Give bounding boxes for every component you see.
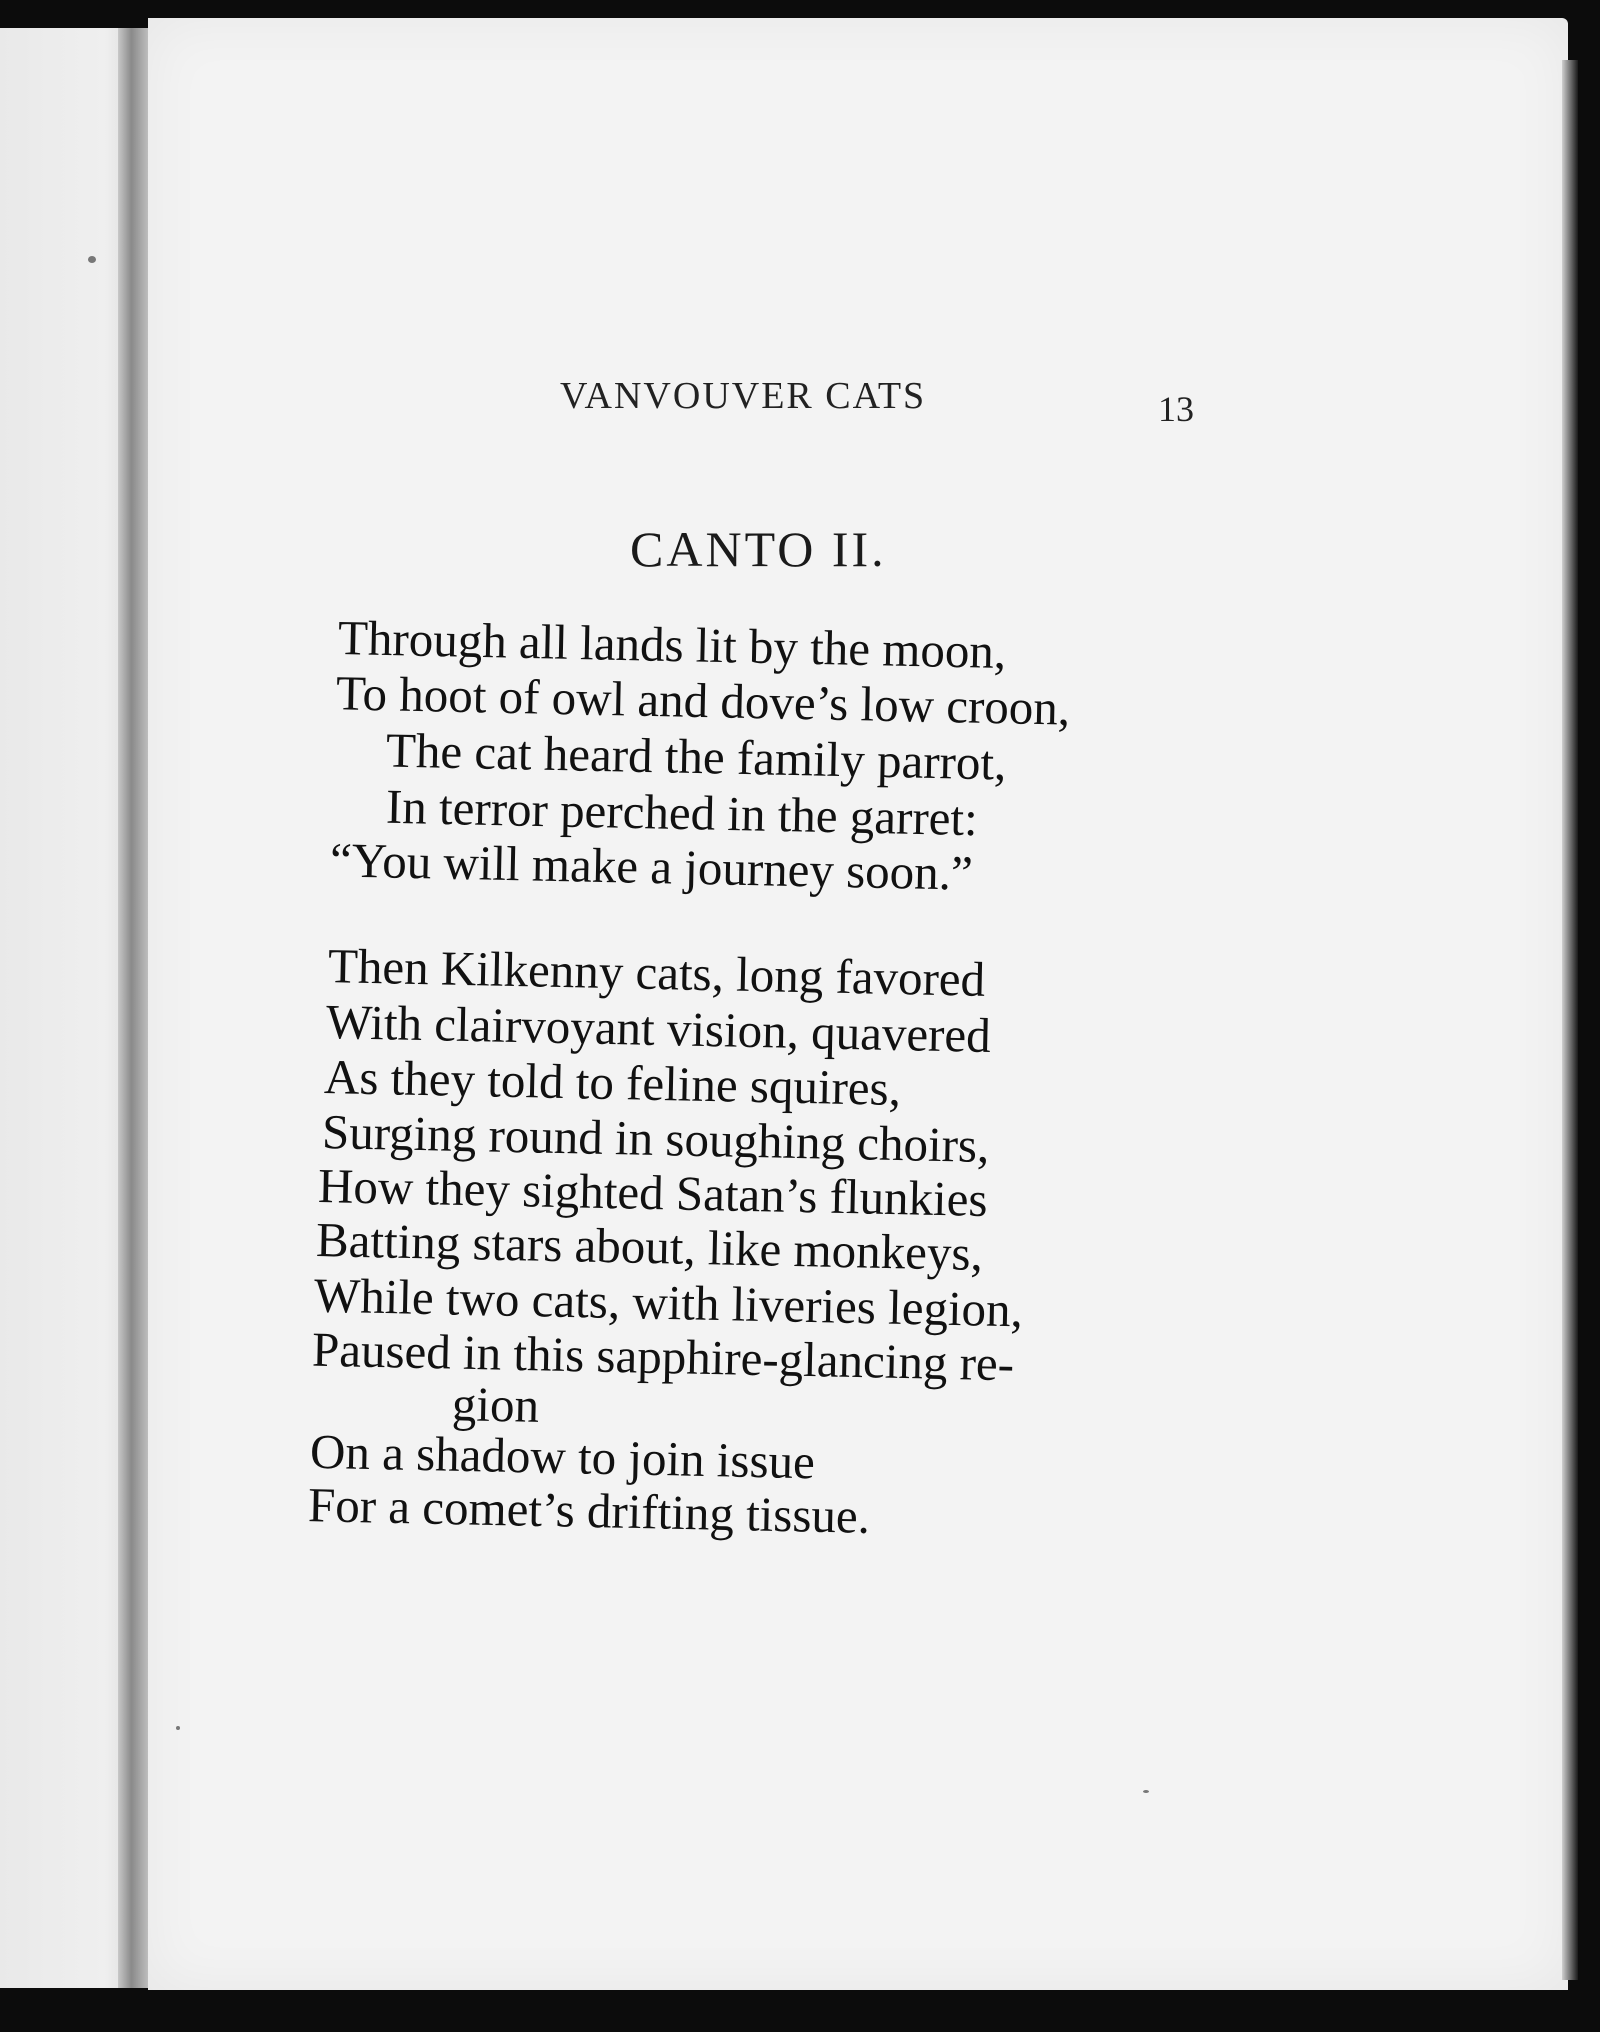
poem-line: How they sighted Satan’s flunkies (317, 1157, 989, 1228)
poem-line: The cat heard the family parrot, (385, 722, 1007, 791)
poem-line: Then Kilkenny cats, long favored (327, 938, 986, 1007)
poem-line: As they told to feline squires, (323, 1048, 902, 1117)
poem-line: In terror perched in the garret: (385, 778, 979, 847)
poem-line: gion (451, 1376, 540, 1433)
poem-line: With clairvoyant vision, quavered (325, 994, 992, 1063)
poem-line: On a shadow to join issue (309, 1423, 816, 1490)
poem-line: While two cats, with liveries legion, (313, 1267, 1024, 1338)
page-right-edge (1562, 60, 1578, 1980)
poem-line: For a comet’s drifting tissue. (307, 1477, 871, 1544)
canto-title: CANTO II. (630, 521, 887, 577)
poem-line: Paused in this sapphire-glancing re- (311, 1321, 1015, 1392)
running-head: VANVOUVER CATS (560, 375, 927, 417)
book-gutter (118, 28, 148, 1988)
poem-line: Through all lands lit by the moon, (337, 610, 1007, 679)
poem-line: Batting stars about, like monkeys, (315, 1212, 984, 1281)
dust-speck (1143, 1790, 1149, 1793)
poem-line: To hoot of owl and dove’s low croon, (335, 665, 1071, 736)
poem-line: Surging round in soughing choirs, (321, 1104, 990, 1173)
dust-speck (88, 256, 96, 263)
dust-speck (176, 1726, 180, 1730)
page-number: 13 (1158, 389, 1194, 429)
poem-line: “You will make a journey soon.” (329, 832, 974, 901)
